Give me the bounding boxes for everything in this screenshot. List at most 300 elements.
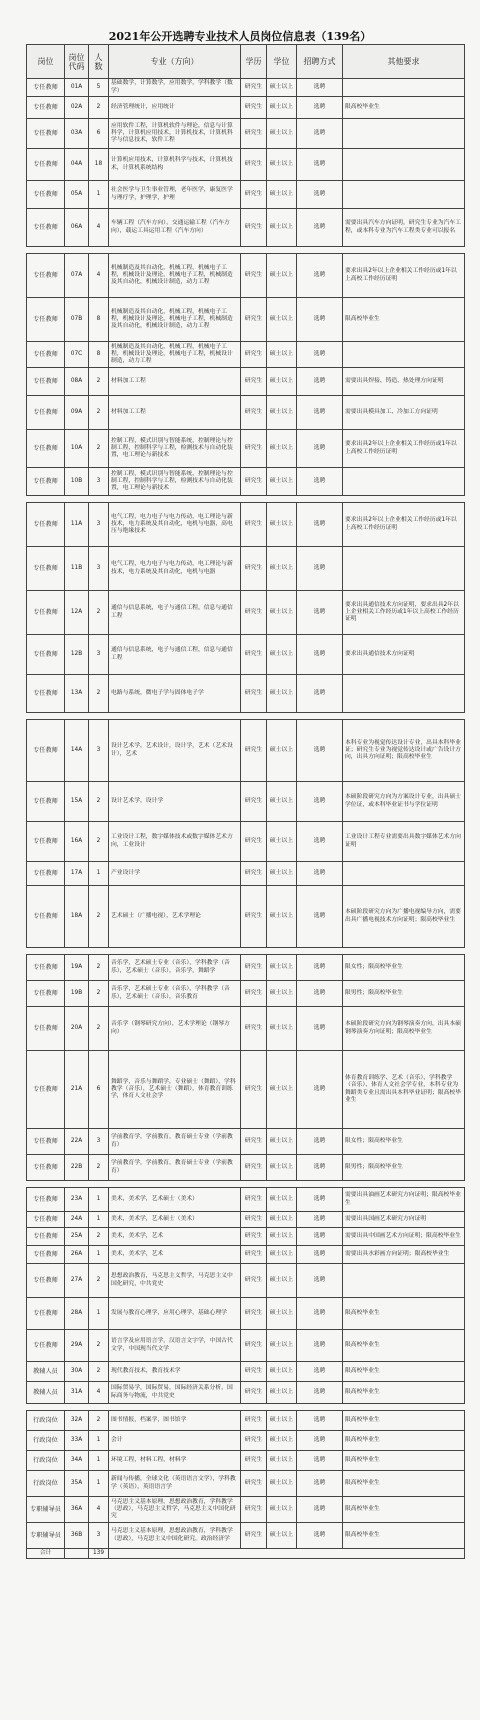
post-cell: 专任教师 <box>27 1246 65 1264</box>
method-cell: 选聘 <box>297 1129 343 1155</box>
table-row <box>27 675 465 713</box>
code-cell: 09A <box>65 396 89 430</box>
education-cell: 研究生 <box>241 1330 267 1362</box>
method-cell: 选聘 <box>297 547 343 591</box>
count-cell: 4 <box>89 254 109 298</box>
education-cell: 研究生 <box>241 254 267 298</box>
other-cell: 限高校毕业生 <box>343 1523 465 1549</box>
count-cell: 3 <box>89 547 109 591</box>
degree-cell: 硕士以上 <box>267 955 297 981</box>
table-row <box>27 1411 465 1431</box>
code-cell: 06A <box>65 209 89 247</box>
other-cell: 要求出具2年以上企业相关工作经历或1年以上高校工作经历证明 <box>343 254 465 298</box>
section-gap <box>27 1181 465 1188</box>
method-cell: 选聘 <box>297 430 343 468</box>
count-cell: 2 <box>89 1411 109 1431</box>
table-row <box>27 1523 465 1549</box>
table-row <box>27 1382 465 1404</box>
code-cell: 33A <box>65 1431 89 1451</box>
degree-cell: 硕士以上 <box>267 862 297 886</box>
post-cell: 专职辅导员 <box>27 1497 65 1523</box>
count-cell: 1 <box>89 1451 109 1471</box>
other-cell: 需要出具水彩画方向证明；限高校毕业生 <box>343 1246 465 1264</box>
method-cell: 选聘 <box>297 1188 343 1212</box>
other-cell <box>343 119 465 149</box>
post-cell: 专任教师 <box>27 254 65 298</box>
count-cell: 1 <box>89 1246 109 1264</box>
method-cell: 选聘 <box>297 720 343 782</box>
count-cell: 2 <box>89 981 109 1007</box>
major-cell: 机械制造及其自动化，机械工程，机械电子工程，机械设计及理论，机械电子工程，机械制造及其自动化，机械设计制造，动力工程 <box>109 298 241 342</box>
method-cell: 选聘 <box>297 1471 343 1497</box>
major-cell: 音乐学，艺术硕士专业（音乐），学科教学（音乐），艺术硕士（音乐），音乐教育 <box>109 981 241 1007</box>
post-cell: 专任教师 <box>27 720 65 782</box>
major-cell: 马克思主义基本原理，思想政治教育，学科教学（思政），马克思主义中国化研究，政治经济学 <box>109 1523 241 1549</box>
post-cell: 专任教师 <box>27 981 65 1007</box>
count-cell: 2 <box>89 97 109 119</box>
major-cell: 学前教育学，学前教育，教育硕士专业（学前教育） <box>109 1129 241 1155</box>
education-cell: 研究生 <box>241 149 267 181</box>
table-row <box>27 635 465 675</box>
code-cell: 31A <box>65 1382 89 1404</box>
education-cell: 研究生 <box>241 1246 267 1264</box>
education-cell: 研究生 <box>241 720 267 782</box>
count-cell: 1 <box>89 1188 109 1212</box>
table-row <box>27 149 465 181</box>
education-cell: 研究生 <box>241 119 267 149</box>
major-cell: 车辆工程（汽车方向），交通运输工程（汽车方向），载运工具运用工程（汽车方向） <box>109 209 241 247</box>
code-cell: 04A <box>65 149 89 181</box>
post-cell: 行政岗位 <box>27 1451 65 1471</box>
major-cell: 控制工程，模式识别与智能系统，控制理论与控制工程，控制科学与工程，检测技术与自动化装置，电工理论与新技术 <box>109 468 241 496</box>
table-title: 2021年公开选聘专业技术人员岗位信息表（139名） <box>108 30 372 43</box>
count-cell: 2 <box>89 1362 109 1382</box>
count-cell: 8 <box>89 342 109 368</box>
method-cell: 选聘 <box>297 955 343 981</box>
total-empty-cell <box>65 1549 89 1559</box>
post-cell: 行政岗位 <box>27 1431 65 1451</box>
major-cell: 电气工程，电力电子与电力传动，电工理论与新技术，电力系统及其自动化，电机与电器 <box>109 547 241 591</box>
education-cell: 研究生 <box>241 430 267 468</box>
method-cell: 选聘 <box>297 503 343 547</box>
education-cell: 研究生 <box>241 1155 267 1181</box>
table-row <box>27 1246 465 1264</box>
post-cell: 教辅人员 <box>27 1362 65 1382</box>
method-cell: 选聘 <box>297 1007 343 1051</box>
other-cell <box>343 468 465 496</box>
count-cell: 1 <box>89 1431 109 1451</box>
method-cell: 选聘 <box>297 782 343 822</box>
method-cell: 选聘 <box>297 209 343 247</box>
header-count: 人数 <box>89 45 109 79</box>
post-cell: 行政岗位 <box>27 1471 65 1497</box>
table-row <box>27 503 465 547</box>
count-cell: 3 <box>89 1523 109 1549</box>
other-cell: 要求出具2年以上企业相关工作经历或1年以上高校工作经历证明 <box>343 430 465 468</box>
degree-cell: 硕士以上 <box>267 1362 297 1382</box>
degree-cell: 硕士以上 <box>267 591 297 635</box>
method-cell: 选聘 <box>297 1228 343 1246</box>
total-label: 合计 <box>27 1549 65 1559</box>
table-row <box>27 1362 465 1382</box>
code-cell: 10A <box>65 430 89 468</box>
other-cell: 限高校毕业生 <box>343 1330 465 1362</box>
education-cell: 研究生 <box>241 1298 267 1330</box>
education-cell: 研究生 <box>241 1523 267 1549</box>
code-cell: 10B <box>65 468 89 496</box>
section-gap-cell <box>27 1181 465 1188</box>
count-cell: 5 <box>89 79 109 97</box>
major-cell: 音乐学（钢琴研究方向），艺术学理论（钢琴方向） <box>109 1007 241 1051</box>
post-cell: 专任教师 <box>27 1330 65 1362</box>
method-cell: 选聘 <box>297 396 343 430</box>
table-row <box>27 1330 465 1362</box>
header-other: 其他要求 <box>343 45 465 79</box>
major-cell: 环境工程，材料工程，材料学 <box>109 1451 241 1471</box>
degree-cell: 硕士以上 <box>267 635 297 675</box>
table-body <box>27 79 465 1559</box>
degree-cell: 硕士以上 <box>267 1051 297 1129</box>
method-cell: 选聘 <box>297 1362 343 1382</box>
count-cell: 2 <box>89 822 109 862</box>
other-cell <box>343 1264 465 1298</box>
degree-cell: 硕士以上 <box>267 79 297 97</box>
post-cell: 专任教师 <box>27 79 65 97</box>
code-cell: 23A <box>65 1188 89 1212</box>
major-cell: 控制工程，模式识别与智能系统，控制理论与控制工程，控制科学与工程，检测技术与自动化装置，电工理论与新技术 <box>109 430 241 468</box>
post-cell: 专任教师 <box>27 1228 65 1246</box>
table-row <box>27 396 465 430</box>
post-cell: 专任教师 <box>27 862 65 886</box>
education-cell: 研究生 <box>241 1264 267 1298</box>
code-cell: 25A <box>65 1228 89 1246</box>
degree-cell: 硕士以上 <box>267 822 297 862</box>
degree-cell: 硕士以上 <box>267 1471 297 1497</box>
major-cell: 美术，美术学，艺术硕士（美术） <box>109 1212 241 1228</box>
count-cell: 3 <box>89 635 109 675</box>
post-cell: 专任教师 <box>27 503 65 547</box>
major-cell: 思想政治教育，马克思主义哲学，马克思主义中国化研究，中共党史 <box>109 1264 241 1298</box>
other-cell: 需要出具国画艺术研究方向证明 <box>343 1212 465 1228</box>
post-cell: 专任教师 <box>27 822 65 862</box>
code-cell: 20A <box>65 1007 89 1051</box>
code-cell: 01A <box>65 79 89 97</box>
other-cell: 本科专业为视觉传达设计专业，出具本科毕业证；研究生专业为视觉传达设计或广告设计方向，出具方向证明；限高校毕业生 <box>343 720 465 782</box>
table-row <box>27 822 465 862</box>
count-cell: 2 <box>89 886 109 948</box>
method-cell: 选聘 <box>297 635 343 675</box>
table-row <box>27 1431 465 1451</box>
method-cell: 选聘 <box>297 1431 343 1451</box>
post-cell: 专任教师 <box>27 547 65 591</box>
table-row <box>27 97 465 119</box>
other-cell <box>343 547 465 591</box>
code-cell: 12A <box>65 591 89 635</box>
degree-cell: 硕士以上 <box>267 1212 297 1228</box>
other-cell: 本硕阶段研究方向为广播电视编导方向，需要出具广播电视技术方向证明；限高校毕业生 <box>343 886 465 948</box>
other-cell: 需要出具油画艺术研究方向证明；限高校毕业生 <box>343 1188 465 1212</box>
major-cell: 国际贸易学，国际贸易，国际经济关系分析，国际商务与物流，中共党史 <box>109 1382 241 1404</box>
degree-cell: 硕士以上 <box>267 209 297 247</box>
degree-cell: 硕士以上 <box>267 254 297 298</box>
code-cell: 18A <box>65 886 89 948</box>
post-cell: 专任教师 <box>27 97 65 119</box>
section-gap-cell <box>27 948 465 955</box>
major-cell: 计算机应用技术，计算机科学与技术，计算机技术，计算机系统结构 <box>109 149 241 181</box>
code-cell: 27A <box>65 1264 89 1298</box>
degree-cell: 硕士以上 <box>267 886 297 948</box>
post-cell: 专任教师 <box>27 1155 65 1181</box>
education-cell: 研究生 <box>241 1382 267 1404</box>
education-cell: 研究生 <box>241 1431 267 1451</box>
major-cell: 材料加工工程 <box>109 368 241 396</box>
count-cell: 2 <box>89 430 109 468</box>
education-cell: 研究生 <box>241 591 267 635</box>
code-cell: 21A <box>65 1051 89 1129</box>
other-cell: 需要出具焊接、铸造、热处理方向证明 <box>343 368 465 396</box>
section-gap-cell <box>27 713 465 720</box>
major-cell: 设计艺术学，艺术设计，设计学，艺术（艺术设计），艺术 <box>109 720 241 782</box>
major-cell: 语言学及应用语言学，汉语言文字学，中国古代文学，中国现当代文学 <box>109 1330 241 1362</box>
post-cell: 专任教师 <box>27 342 65 368</box>
major-cell: 产业设计学 <box>109 862 241 886</box>
table-row <box>27 1051 465 1129</box>
section-gap-cell <box>27 1404 465 1411</box>
method-cell: 选聘 <box>297 1212 343 1228</box>
other-cell: 需要出具汽车方向证明，研究生专业为汽车工程，或本科专业为汽车工程类专业可以报名 <box>343 209 465 247</box>
table-row <box>27 1298 465 1330</box>
major-cell: 工业设计工程，数字媒体技术或数字媒体艺术方向，工业设计 <box>109 822 241 862</box>
major-cell: 应用软件工程，计算机软件与理论，信息与计算科学，计算机应用技术，计算机技术，计算机科学与信息技术，软件工程 <box>109 119 241 149</box>
method-cell: 选聘 <box>297 591 343 635</box>
method-cell: 选聘 <box>297 886 343 948</box>
degree-cell: 硕士以上 <box>267 1228 297 1246</box>
code-cell: 16A <box>65 822 89 862</box>
education-cell: 研究生 <box>241 209 267 247</box>
table-row <box>27 468 465 496</box>
method-cell: 选聘 <box>297 1264 343 1298</box>
degree-cell: 硕士以上 <box>267 468 297 496</box>
code-cell: 08A <box>65 368 89 396</box>
major-cell: 会计 <box>109 1431 241 1451</box>
method-cell: 选聘 <box>297 342 343 368</box>
degree-cell: 硕士以上 <box>267 430 297 468</box>
method-cell: 选聘 <box>297 119 343 149</box>
table-row <box>27 1007 465 1051</box>
post-cell: 专任教师 <box>27 886 65 948</box>
degree-cell: 硕士以上 <box>267 1298 297 1330</box>
header-post: 岗位 <box>27 45 65 79</box>
degree-cell: 硕士以上 <box>267 368 297 396</box>
major-cell: 学前教育学，学前教育，教育硕士专业（学前教育） <box>109 1155 241 1181</box>
post-cell: 专任教师 <box>27 1007 65 1051</box>
count-cell: 2 <box>89 368 109 396</box>
other-cell: 要求出具通信技术方向证明，要求出具2年以上企业相关工作经历或1年以上高校工作经历证明 <box>343 591 465 635</box>
method-cell: 选聘 <box>297 1411 343 1431</box>
table-row <box>27 862 465 886</box>
education-cell: 研究生 <box>241 468 267 496</box>
method-cell: 选聘 <box>297 1451 343 1471</box>
major-cell: 电气工程，电力电子与电力传动，电工理论与新技术，电力系统及其自动化，电机与电器，高电压与绝缘技术 <box>109 503 241 547</box>
degree-cell: 硕士以上 <box>267 1129 297 1155</box>
education-cell: 研究生 <box>241 1362 267 1382</box>
post-cell: 专任教师 <box>27 396 65 430</box>
code-cell: 11A <box>65 503 89 547</box>
method-cell: 选聘 <box>297 79 343 97</box>
count-cell: 2 <box>89 1264 109 1298</box>
header-code: 岗位代码 <box>65 45 89 79</box>
count-cell: 3 <box>89 503 109 547</box>
post-cell: 教辅人员 <box>27 1382 65 1404</box>
degree-cell: 硕士以上 <box>267 298 297 342</box>
section-gap <box>27 713 465 720</box>
degree-cell: 硕士以上 <box>267 675 297 713</box>
post-cell: 专职辅导员 <box>27 1523 65 1549</box>
major-cell: 发展与教育心理学，应用心理学，基础心理学 <box>109 1298 241 1330</box>
table-row <box>27 342 465 368</box>
table-row <box>27 209 465 247</box>
code-cell: 03A <box>65 119 89 149</box>
degree-cell: 硕士以上 <box>267 396 297 430</box>
code-cell: 34A <box>65 1451 89 1471</box>
education-cell: 研究生 <box>241 635 267 675</box>
method-cell: 选聘 <box>297 298 343 342</box>
section-gap-cell <box>27 247 465 254</box>
major-cell: 基础数学，计算数学，应用数学，学科教学（数学） <box>109 79 241 97</box>
count-cell: 2 <box>89 1007 109 1051</box>
method-cell: 选聘 <box>297 1497 343 1523</box>
education-cell: 研究生 <box>241 1007 267 1051</box>
post-cell: 专任教师 <box>27 635 65 675</box>
table-row <box>27 1155 465 1181</box>
degree-cell: 硕士以上 <box>267 1155 297 1181</box>
code-cell: 17A <box>65 862 89 886</box>
count-cell: 2 <box>89 396 109 430</box>
other-cell: 限高校毕业生 <box>343 1497 465 1523</box>
major-cell: 设计艺术学，设计学 <box>109 782 241 822</box>
education-cell: 研究生 <box>241 298 267 342</box>
count-cell: 2 <box>89 675 109 713</box>
table-row <box>27 254 465 298</box>
table-row <box>27 430 465 468</box>
education-cell: 研究生 <box>241 1129 267 1155</box>
total-remainder-cell <box>109 1549 465 1559</box>
method-cell: 选聘 <box>297 149 343 181</box>
code-cell: 32A <box>65 1411 89 1431</box>
major-cell: 通信与信息系统，电子与通信工程，信息与通信工程 <box>109 591 241 635</box>
other-cell: 本硕阶段研究方向为钢琴演奏方向，出具本硕钢琴演奏方向证明；限高校毕业生 <box>343 1007 465 1051</box>
table-row <box>27 1497 465 1523</box>
table-row <box>27 119 465 149</box>
code-cell: 19A <box>65 955 89 981</box>
education-cell: 研究生 <box>241 1471 267 1497</box>
major-cell: 通信与信息系统，电子与通信工程，信息与通信工程 <box>109 635 241 675</box>
method-cell: 选聘 <box>297 468 343 496</box>
education-cell: 研究生 <box>241 822 267 862</box>
code-cell: 02A <box>65 97 89 119</box>
major-cell: 舞蹈学，音乐与舞蹈学，专业硕士（舞蹈），学科教学（音乐），艺术硕士（舞蹈），体育教育训练学，体育人文社会学 <box>109 1051 241 1129</box>
method-cell: 选聘 <box>297 1298 343 1330</box>
section-gap <box>27 247 465 254</box>
count-cell: 4 <box>89 1497 109 1523</box>
count-cell: 3 <box>89 720 109 782</box>
major-cell: 现代教育技术，教育技术学 <box>109 1362 241 1382</box>
post-cell: 专任教师 <box>27 1188 65 1212</box>
degree-cell: 硕士以上 <box>267 1431 297 1451</box>
education-cell: 研究生 <box>241 79 267 97</box>
other-cell: 限高校毕业生 <box>343 1382 465 1404</box>
method-cell: 选聘 <box>297 181 343 209</box>
table-row <box>27 886 465 948</box>
education-cell: 研究生 <box>241 955 267 981</box>
section-gap <box>27 1404 465 1411</box>
count-cell: 3 <box>89 1129 109 1155</box>
table-row <box>27 1129 465 1155</box>
table-row <box>27 955 465 981</box>
post-cell: 专任教师 <box>27 1212 65 1228</box>
section-gap-cell <box>27 496 465 503</box>
method-cell: 选聘 <box>297 1246 343 1264</box>
education-cell: 研究生 <box>241 981 267 1007</box>
degree-cell: 硕士以上 <box>267 1523 297 1549</box>
count-cell: 1 <box>89 862 109 886</box>
count-cell: 18 <box>89 149 109 181</box>
table-row <box>27 1212 465 1228</box>
count-cell: 2 <box>89 591 109 635</box>
degree-cell: 硕士以上 <box>267 547 297 591</box>
other-cell: 限高校毕业生 <box>343 1411 465 1431</box>
education-cell: 研究生 <box>241 886 267 948</box>
degree-cell: 硕士以上 <box>267 149 297 181</box>
other-cell: 限高校毕业生 <box>343 1471 465 1497</box>
code-cell: 22A <box>65 1129 89 1155</box>
degree-cell: 硕士以上 <box>267 1382 297 1404</box>
method-cell: 选聘 <box>297 97 343 119</box>
code-cell: 19B <box>65 981 89 1007</box>
header-major: 专业（方向） <box>109 45 241 79</box>
other-cell: 限男性；限高校毕业生 <box>343 981 465 1007</box>
count-cell: 1 <box>89 181 109 209</box>
other-cell: 需要出具中国画艺术方向证明；限高校毕业生 <box>343 1228 465 1246</box>
post-cell: 专任教师 <box>27 591 65 635</box>
total-row <box>27 1549 465 1559</box>
table-row <box>27 1451 465 1471</box>
method-cell: 选聘 <box>297 1330 343 1362</box>
table-row <box>27 1228 465 1246</box>
education-cell: 研究生 <box>241 1497 267 1523</box>
post-cell: 专任教师 <box>27 1264 65 1298</box>
method-cell: 选聘 <box>297 675 343 713</box>
major-cell: 美术，美术学，艺术硕士（美术） <box>109 1188 241 1212</box>
education-cell: 研究生 <box>241 1228 267 1246</box>
degree-cell: 硕士以上 <box>267 342 297 368</box>
education-cell: 研究生 <box>241 503 267 547</box>
other-cell <box>343 149 465 181</box>
header-degree: 学位 <box>267 45 297 79</box>
degree-cell: 硕士以上 <box>267 181 297 209</box>
header-education: 学历 <box>241 45 267 79</box>
other-cell: 限高校毕业生 <box>343 1362 465 1382</box>
code-cell: 22B <box>65 1155 89 1181</box>
table-row <box>27 1264 465 1298</box>
header-method: 招聘方式 <box>297 45 343 79</box>
major-cell: 电路与系统，微电子学与固体电子学 <box>109 675 241 713</box>
section-gap <box>27 948 465 955</box>
degree-cell: 硕士以上 <box>267 1451 297 1471</box>
code-cell: 36B <box>65 1523 89 1549</box>
post-cell: 专任教师 <box>27 149 65 181</box>
code-cell: 26A <box>65 1246 89 1264</box>
